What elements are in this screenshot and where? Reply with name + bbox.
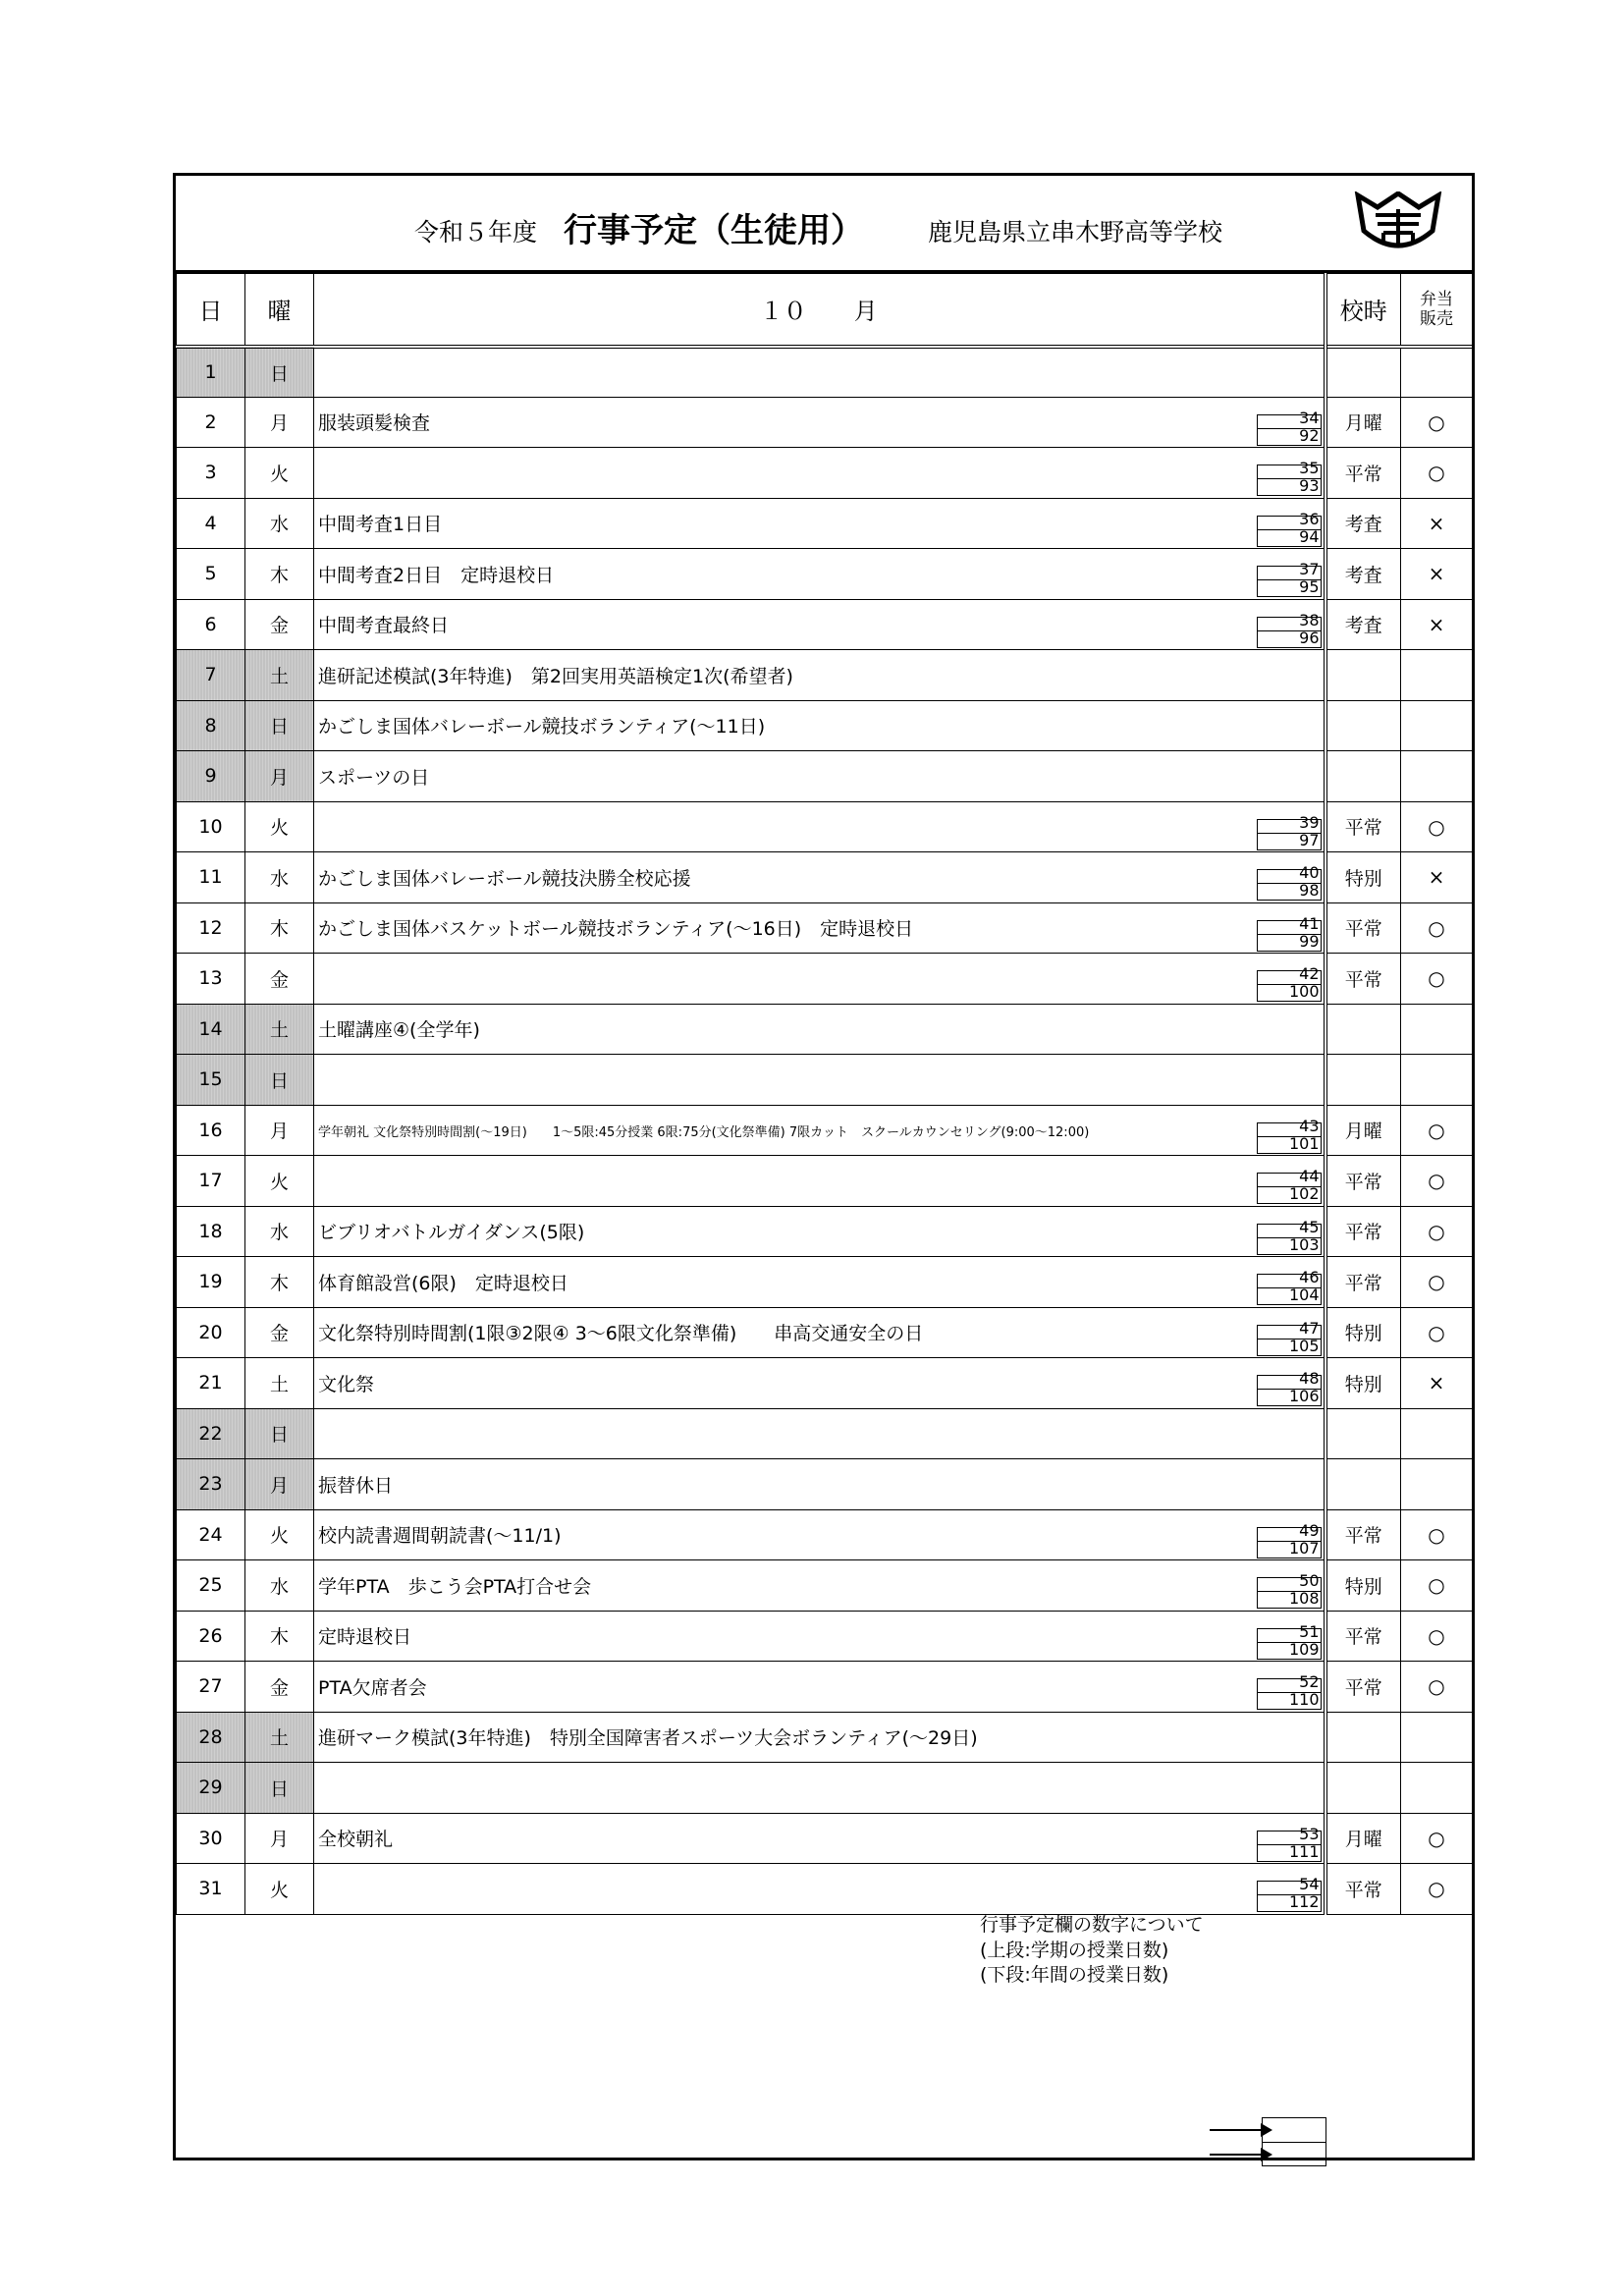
weekday-cell: 日 [245, 347, 314, 398]
event-cell [314, 1813, 1325, 1864]
year-lesson-count: 99 [1299, 931, 1320, 951]
day-cell: 17 [177, 1156, 245, 1207]
day-cell: 24 [177, 1509, 245, 1560]
lesson-count-box [1257, 1116, 1322, 1154]
event-text: 文化祭特別時間割(1限③2限④ 3～6限文化祭準備) 串高交通安全の日 [318, 1323, 924, 1345]
lunch-cell: ○ [1401, 397, 1473, 448]
day-cell: 8 [177, 700, 245, 751]
event-text: かごしま国体バレーボール競技決勝全校応援 [318, 867, 691, 890]
table-row [177, 397, 1473, 448]
lesson-count-box [1257, 1520, 1322, 1558]
term-lesson-count: 42 [1299, 964, 1320, 983]
schedule-cell: 平常 [1325, 801, 1401, 852]
year-lesson-count: 103 [1288, 1234, 1320, 1254]
day-cell: 12 [177, 902, 245, 954]
term-lesson-count: 35 [1299, 459, 1320, 477]
day-cell: 14 [177, 1004, 245, 1055]
lunch-cell [1401, 751, 1473, 802]
schedule-cell: 平常 [1325, 1206, 1401, 1257]
schedule-cell: 平常 [1325, 448, 1401, 499]
schedule-cell: 平常 [1325, 902, 1401, 954]
day-cell: 15 [177, 1055, 245, 1106]
schedule-cell: 考査 [1325, 549, 1401, 600]
day-cell: 25 [177, 1560, 245, 1612]
table-row [177, 801, 1473, 852]
fiscal-year: 令和５年度 [414, 218, 538, 246]
year-lesson-count: 110 [1288, 1690, 1320, 1709]
weekday-cell: 日 [245, 1055, 314, 1106]
term-lesson-count: 37 [1299, 560, 1320, 578]
lesson-count-box [1257, 1167, 1322, 1204]
weekday-header: 曜 [245, 274, 314, 347]
table-row [177, 1055, 1473, 1106]
table-row [177, 1358, 1473, 1409]
table-row [177, 700, 1473, 751]
event-text: 文化祭 [318, 1373, 375, 1395]
event-cell [314, 1560, 1325, 1612]
lunch-cell: ○ [1401, 1156, 1473, 1207]
weekday-cell: 水 [245, 1206, 314, 1257]
lunch-cell: ○ [1401, 1560, 1473, 1612]
event-text: ビブリオバトルガイダンス(5限) [318, 1222, 585, 1244]
lesson-count-box [1257, 863, 1322, 901]
schedule-cell: 平常 [1325, 1156, 1401, 1207]
term-lesson-count: 50 [1299, 1571, 1320, 1590]
lunch-cell [1401, 347, 1473, 398]
event-text: 服装頭髪検査 [318, 412, 431, 435]
term-lesson-count: 40 [1299, 863, 1320, 882]
schedule-cell [1325, 700, 1401, 751]
term-lesson-count: 51 [1299, 1621, 1320, 1641]
schedule-cell: 平常 [1325, 1257, 1401, 1308]
table-row [177, 549, 1473, 600]
legend-note [805, 1913, 1217, 2021]
day-cell: 31 [177, 1864, 245, 1915]
day-cell: 26 [177, 1611, 245, 1662]
event-cell [314, 1307, 1325, 1358]
day-cell: 16 [177, 1105, 245, 1156]
table-row [177, 954, 1473, 1005]
page-title: 行事予定（生徒用） [564, 211, 864, 250]
lunch-cell: × [1401, 599, 1473, 650]
event-text: 中間考査最終日 [318, 615, 450, 637]
title-bar [176, 176, 1472, 273]
lesson-count-box [1257, 459, 1322, 496]
term-lesson-count: 36 [1299, 509, 1320, 528]
weekday-cell: 土 [245, 1712, 314, 1763]
schedule-cell [1325, 1712, 1401, 1763]
lesson-count-box [1257, 1318, 1322, 1356]
event-text: 進研記述模試(3年特進) 第2回実用英語検定1次(希望者) [318, 665, 793, 687]
weekday-cell: 火 [245, 448, 314, 499]
lunch-cell: ○ [1401, 1813, 1473, 1864]
lesson-count-box [1257, 913, 1322, 952]
year-lesson-count: 111 [1288, 1841, 1320, 1861]
event-cell [314, 1055, 1325, 1106]
event-text: 進研マーク模試(3年特進) 特別全国障害者スポーツ大会ボランティア(～29日) [318, 1727, 978, 1750]
lunch-header: 弁当販売 [1401, 274, 1473, 347]
weekday-cell: 水 [245, 852, 314, 903]
term-lesson-count: 39 [1299, 812, 1320, 832]
year-lesson-count: 94 [1299, 526, 1320, 546]
table-row [177, 1459, 1473, 1510]
table-row [177, 1763, 1473, 1814]
lesson-count-box [1257, 1875, 1322, 1912]
day-cell: 19 [177, 1257, 245, 1308]
lunch-cell: ○ [1401, 1105, 1473, 1156]
table-row [177, 1560, 1473, 1612]
event-cell [314, 1763, 1325, 1814]
day-cell: 2 [177, 397, 245, 448]
schedule-cell: 平常 [1325, 1611, 1401, 1662]
day-cell: 21 [177, 1358, 245, 1409]
lunch-cell: ○ [1401, 801, 1473, 852]
header-row [177, 274, 1473, 347]
term-lesson-count: 46 [1299, 1268, 1320, 1286]
year-lesson-count: 107 [1288, 1538, 1320, 1558]
schedule-cell: 平常 [1325, 1662, 1401, 1713]
lunch-cell [1401, 1408, 1473, 1459]
weekday-cell: 金 [245, 599, 314, 650]
weekday-cell: 土 [245, 650, 314, 701]
day-cell: 18 [177, 1206, 245, 1257]
table-row [177, 599, 1473, 650]
schedule-cell: 特別 [1325, 1358, 1401, 1409]
weekday-cell: 土 [245, 1358, 314, 1409]
year-lesson-count: 105 [1288, 1336, 1320, 1355]
event-text: 体育館設営(6限) 定時退校日 [318, 1272, 568, 1294]
schedule-cell: 特別 [1325, 1560, 1401, 1612]
legend-upper: (上段:学期の授業日数) [980, 1940, 1169, 1961]
day-header: 日 [177, 274, 245, 347]
lesson-count-box [1257, 560, 1322, 597]
table-row [177, 1156, 1473, 1207]
schedule-cell: 月曜 [1325, 1105, 1401, 1156]
lunch-cell [1401, 700, 1473, 751]
event-cell [314, 1509, 1325, 1560]
weekday-cell: 水 [245, 1560, 314, 1612]
event-cell [314, 1864, 1325, 1915]
weekday-cell: 火 [245, 1509, 314, 1560]
weekday-cell: 月 [245, 751, 314, 802]
term-lesson-count: 44 [1299, 1167, 1320, 1185]
weekday-cell: 木 [245, 549, 314, 600]
event-cell [314, 599, 1325, 650]
event-cell [314, 902, 1325, 954]
event-text: PTA欠席者会 [318, 1676, 427, 1699]
event-cell [314, 448, 1325, 499]
table-row [177, 1408, 1473, 1459]
lesson-count-box [1257, 1571, 1322, 1609]
event-text: スポーツの日 [318, 766, 430, 789]
table-row [177, 498, 1473, 549]
day-cell: 22 [177, 1408, 245, 1459]
lesson-count-box [1257, 812, 1322, 850]
year-lesson-count: 100 [1288, 982, 1320, 1001]
school-crest-icon [1354, 191, 1442, 256]
schedule-cell [1325, 1763, 1401, 1814]
lesson-count-box [1257, 1824, 1322, 1862]
term-lesson-count: 54 [1299, 1875, 1320, 1893]
table-row [177, 1004, 1473, 1055]
schedule-cell: 考査 [1325, 498, 1401, 549]
event-cell [314, 397, 1325, 448]
event-cell [314, 549, 1325, 600]
lesson-count-box [1257, 1217, 1322, 1255]
day-cell: 10 [177, 801, 245, 852]
event-cell [314, 801, 1325, 852]
lunch-cell: × [1401, 549, 1473, 600]
event-cell [314, 1206, 1325, 1257]
lunch-cell [1401, 1004, 1473, 1055]
weekday-cell: 木 [245, 1257, 314, 1308]
day-cell: 20 [177, 1307, 245, 1358]
table-row [177, 1712, 1473, 1763]
day-cell: 3 [177, 448, 245, 499]
weekday-cell: 水 [245, 498, 314, 549]
event-text: 校内読書週間朝読書(～11/1) [318, 1525, 562, 1548]
year-lesson-count: 106 [1288, 1387, 1320, 1405]
weekday-cell: 火 [245, 1156, 314, 1207]
event-cell [314, 1408, 1325, 1459]
year-lesson-count: 102 [1288, 1184, 1320, 1203]
event-text: 中間考査1日目 [318, 514, 443, 536]
event-cell [314, 1156, 1325, 1207]
lunch-cell [1401, 1055, 1473, 1106]
lunch-cell: ○ [1401, 1662, 1473, 1713]
term-lesson-count: 38 [1299, 610, 1320, 629]
year-lesson-count: 95 [1299, 577, 1320, 596]
legend-title: 行事予定欄の数字について [980, 1914, 1204, 1936]
schedule-cell [1325, 347, 1401, 398]
table-row [177, 1206, 1473, 1257]
year-lesson-count: 92 [1299, 425, 1320, 445]
lunch-cell [1401, 650, 1473, 701]
day-cell: 9 [177, 751, 245, 802]
legend-count-box [1262, 2117, 1326, 2166]
event-text: かごしま国体バスケットボール競技ボランティア(～16日) 定時退校日 [318, 918, 914, 941]
lunch-cell: ○ [1401, 448, 1473, 499]
event-cell [314, 347, 1325, 398]
day-cell: 1 [177, 347, 245, 398]
event-cell [314, 1712, 1325, 1763]
event-cell [314, 954, 1325, 1005]
term-lesson-count: 48 [1299, 1369, 1320, 1388]
day-cell: 4 [177, 498, 245, 549]
table-row [177, 1813, 1473, 1864]
schedule-cell: 月曜 [1325, 397, 1401, 448]
schedule-cell: 平常 [1325, 954, 1401, 1005]
schedule-cell: 特別 [1325, 852, 1401, 903]
lunch-cell: × [1401, 852, 1473, 903]
lesson-count-box [1257, 509, 1322, 547]
table-row [177, 1257, 1473, 1308]
weekday-cell: 日 [245, 1408, 314, 1459]
lunch-cell: ○ [1401, 954, 1473, 1005]
lesson-count-box [1257, 408, 1322, 446]
day-cell: 30 [177, 1813, 245, 1864]
term-lesson-count: 34 [1299, 408, 1320, 427]
term-lesson-count: 52 [1299, 1672, 1320, 1691]
event-cell [314, 1662, 1325, 1713]
term-lesson-count: 43 [1299, 1116, 1320, 1135]
table-row [177, 448, 1473, 499]
table-row [177, 1662, 1473, 1713]
lesson-count-box [1257, 1369, 1322, 1406]
schedule-table [176, 273, 1473, 1915]
event-cell [314, 1358, 1325, 1409]
lunch-cell [1401, 1763, 1473, 1814]
schedule-cell [1325, 1004, 1401, 1055]
lunch-cell: ○ [1401, 1206, 1473, 1257]
event-text: 土曜講座④(全学年) [318, 1019, 480, 1042]
day-cell: 5 [177, 549, 245, 600]
schedule-cell: 平常 [1325, 1509, 1401, 1560]
term-lesson-count: 47 [1299, 1318, 1320, 1338]
lesson-count-box [1257, 1621, 1322, 1660]
lesson-count-box [1257, 1268, 1322, 1305]
day-cell: 11 [177, 852, 245, 903]
lesson-count-box [1257, 964, 1322, 1002]
event-cell [314, 852, 1325, 903]
year-lesson-count: 97 [1299, 830, 1320, 849]
term-lesson-count: 45 [1299, 1217, 1320, 1236]
event-text: 中間考査2日目 定時退校日 [318, 564, 555, 586]
table-row [177, 1307, 1473, 1358]
weekday-cell: 金 [245, 1307, 314, 1358]
table-row [177, 852, 1473, 903]
lunch-cell: ○ [1401, 1257, 1473, 1308]
weekday-cell: 火 [245, 1864, 314, 1915]
weekday-cell: 木 [245, 902, 314, 954]
table-row [177, 1509, 1473, 1560]
schedule-cell [1325, 1408, 1401, 1459]
weekday-cell: 火 [245, 801, 314, 852]
weekday-cell: 日 [245, 700, 314, 751]
event-cell [314, 1611, 1325, 1662]
weekday-cell: 月 [245, 1813, 314, 1864]
event-text: 全校朝礼 [318, 1829, 394, 1851]
schedule-cell: 特別 [1325, 1307, 1401, 1358]
event-text: 学年朝礼 文化祭特別時間割(～19日) 1～5限:45分授業 6限:75分(文化祭準備) 7限カット スクールカウンセリング(9:00～12:00) [318, 1124, 1090, 1140]
year-lesson-count: 98 [1299, 881, 1320, 900]
table-row [177, 751, 1473, 802]
lunch-cell: ○ [1401, 1509, 1473, 1560]
schedule-cell: 考査 [1325, 599, 1401, 650]
school-name: 鹿児島県立串木野高等学校 [928, 218, 1223, 246]
lunch-cell [1401, 1459, 1473, 1510]
schedule-cell [1325, 1055, 1401, 1106]
year-lesson-count: 104 [1288, 1285, 1320, 1304]
weekday-cell: 土 [245, 1004, 314, 1055]
year-lesson-count: 96 [1299, 628, 1320, 647]
year-lesson-count: 108 [1288, 1589, 1320, 1608]
weekday-cell: 月 [245, 397, 314, 448]
lunch-cell: ○ [1401, 1864, 1473, 1915]
schedule-cell [1325, 650, 1401, 701]
event-text: 振替休日 [318, 1474, 394, 1497]
day-cell: 6 [177, 599, 245, 650]
event-cell [314, 498, 1325, 549]
day-cell: 13 [177, 954, 245, 1005]
weekday-cell: 月 [245, 1459, 314, 1510]
schedule-cell [1325, 751, 1401, 802]
day-cell: 29 [177, 1763, 245, 1814]
day-cell: 28 [177, 1712, 245, 1763]
event-cell [314, 1257, 1325, 1308]
weekday-cell: 金 [245, 954, 314, 1005]
schedule-cell: 月曜 [1325, 1813, 1401, 1864]
term-lesson-count: 41 [1299, 913, 1320, 933]
term-lesson-count: 53 [1299, 1824, 1320, 1843]
legend-lower: (下段:年間の授業日数) [980, 1964, 1169, 1986]
day-cell: 27 [177, 1662, 245, 1713]
event-cell [314, 751, 1325, 802]
table-row [177, 1864, 1473, 1915]
event-cell [314, 1004, 1325, 1055]
event-text: かごしま国体バレーボール競技ボランティア(～11日) [318, 716, 766, 738]
event-cell [314, 700, 1325, 751]
lunch-cell: ○ [1401, 902, 1473, 954]
event-cell [314, 650, 1325, 701]
year-lesson-count: 93 [1299, 476, 1320, 495]
table-row [177, 1611, 1473, 1662]
day-cell: 7 [177, 650, 245, 701]
weekday-cell: 月 [245, 1105, 314, 1156]
event-cell [314, 1459, 1325, 1510]
event-text: 定時退校日 [318, 1626, 412, 1649]
lunch-cell: × [1401, 1358, 1473, 1409]
lunch-cell: × [1401, 498, 1473, 549]
table-row [177, 650, 1473, 701]
term-lesson-count: 49 [1299, 1520, 1320, 1540]
schedule-cell [1325, 1459, 1401, 1510]
day-cell: 23 [177, 1459, 245, 1510]
weekday-cell: 日 [245, 1763, 314, 1814]
weekday-cell: 木 [245, 1611, 314, 1662]
weekday-cell: 金 [245, 1662, 314, 1713]
table-row [177, 347, 1473, 398]
month-header: １０ 月 [314, 274, 1325, 347]
schedule-frame [173, 173, 1475, 2160]
table-row [177, 902, 1473, 954]
lesson-count-box [1257, 1672, 1322, 1710]
lunch-cell [1401, 1712, 1473, 1763]
lunch-cell: ○ [1401, 1611, 1473, 1662]
lunch-cell: ○ [1401, 1307, 1473, 1358]
year-lesson-count: 101 [1288, 1133, 1320, 1153]
schedule-cell: 平常 [1325, 1864, 1401, 1915]
lesson-count-box [1257, 610, 1322, 648]
table-row [177, 1105, 1473, 1156]
year-lesson-count: 109 [1288, 1639, 1320, 1659]
schedule-header: 校時 [1325, 274, 1401, 347]
event-cell [314, 1105, 1325, 1156]
year-lesson-count: 112 [1288, 1892, 1320, 1911]
event-text: 学年PTA 歩こう会PTA打合せ会 [318, 1575, 592, 1598]
